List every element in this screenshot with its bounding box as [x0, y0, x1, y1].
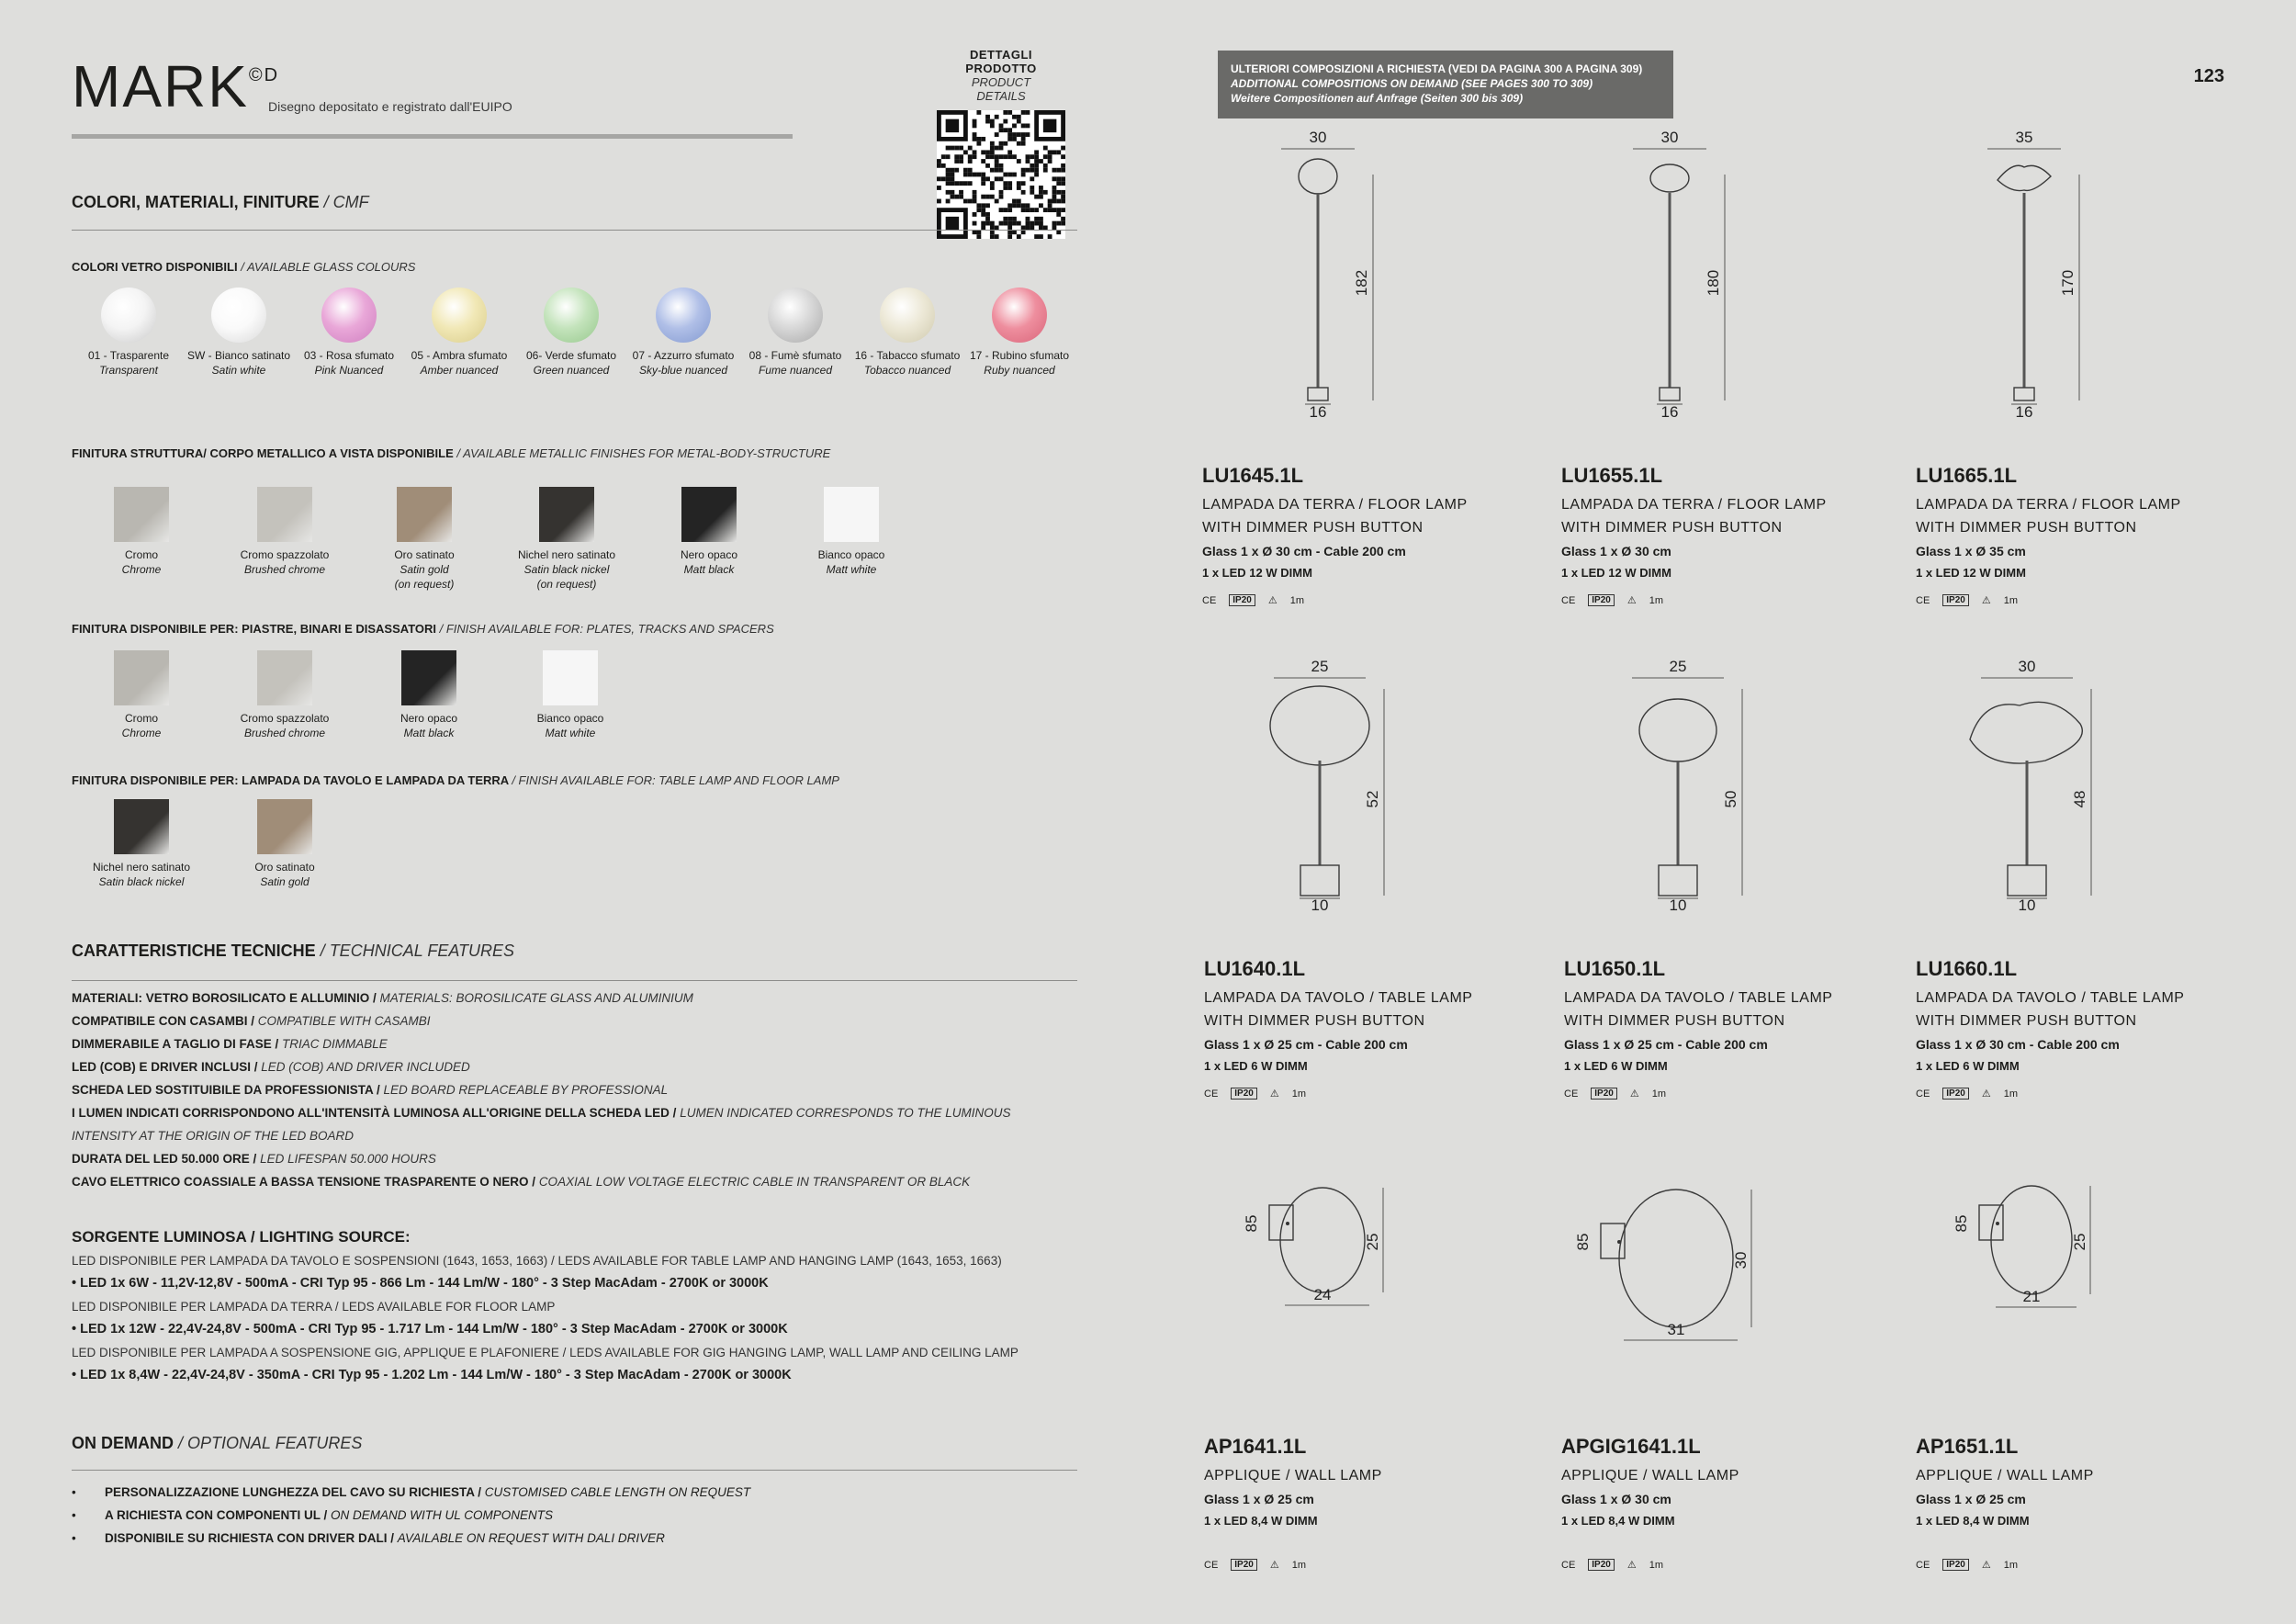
plates-finishes-title: FINITURA DISPONIBILE PER: PIASTRE, BINARI E DISASSATORI / FINISH AVAILABLE FOR: PLATES, TRACKS AND SPACERS: [72, 622, 774, 636]
glass-colour-item: [628, 288, 738, 378]
finish-label-en: Satin gold: [260, 875, 310, 888]
metal-finishes-title: FINITURA STRUTTURA/ CORPO METALLICO A VISTA DISPONIBILE / AVAILABLE METALLIC FINISHES FOR METAL-BODY-STRUCTURE: [72, 446, 831, 460]
qr-block[interactable]: [946, 48, 1056, 239]
glass-colour-item: [852, 288, 962, 378]
lamp-finishes-title: FINITURA DISPONIBILE PER: LAMPADA DA TAVOLO E LAMPADA DA TERRA / FINISH AVAILABLE FOR: TABLE LAMP AND FLOOR LAMP: [72, 773, 839, 787]
tech-feature-it: COMPATIBILE CON CASAMBI /: [72, 1014, 254, 1028]
product-code: LU1660.1L: [1916, 957, 2018, 980]
product-type-detail: WITH DIMMER PUSH BUTTON: [1202, 520, 1424, 536]
glass-colour-item: [294, 288, 404, 378]
finish-swatch: [114, 487, 169, 542]
lamp-base: [1659, 865, 1697, 896]
cable-length-icon: 1m: [1291, 1559, 1307, 1571]
glass-colour-label-en: Amber nuanced: [420, 364, 499, 377]
tech-feature-en: LUMEN INDICATED CORRESPONDS TO THE LUMINOUS: [680, 1106, 1011, 1120]
dimension-label: 25: [1364, 1233, 1381, 1251]
product-card[interactable]: [1204, 1435, 1535, 1571]
lamp-base: [2008, 865, 2046, 896]
brand-divider: [72, 134, 793, 139]
product-card[interactable]: [1561, 464, 1892, 606]
ondemand-item: [72, 1481, 1082, 1504]
finish-swatch: [824, 487, 879, 542]
product-spec: Glass 1 x Ø 25 cm: [1916, 1492, 2026, 1506]
finish-note: (on request): [536, 578, 597, 591]
divider: [72, 1470, 1077, 1471]
dimension-label: 48: [2071, 790, 2088, 808]
finish-swatch-item: [220, 799, 349, 889]
tech-feature-en: LED (COB) AND DRIVER INCLUDED: [261, 1060, 470, 1074]
finish-label: Oro satinato: [394, 548, 455, 561]
product-card[interactable]: [1202, 464, 1533, 606]
product-code: LU1665.1L: [1916, 464, 2018, 487]
glass-shade: [1299, 159, 1337, 194]
finish-note: (on request): [394, 578, 455, 591]
finish-label: Nichel nero satinato: [92, 861, 191, 874]
finish-label: Bianco opaco: [536, 712, 604, 725]
ip20-icon: IP20: [1942, 1088, 1969, 1100]
dimension-label: 180: [1705, 269, 1722, 297]
finish-label-en: Chrome: [121, 727, 162, 739]
finish-label-en: Satin black nickel: [523, 563, 610, 576]
product-spec: Glass 1 x Ø 25 cm - Cable 200 cm: [1564, 1037, 1768, 1052]
cert-icons: [1561, 594, 1892, 606]
dimension-label: 16: [1660, 403, 1679, 421]
qr-subtitle: PRODUCT DETAILS: [971, 75, 1031, 103]
ondemand-item-en: ON DEMAND WITH UL COMPONENTS: [331, 1508, 554, 1522]
product-card[interactable]: [1564, 957, 1895, 1100]
dimension-label: 85: [1574, 1233, 1592, 1251]
glass-colour-item: [740, 288, 850, 378]
glass-orb-icon: [544, 288, 599, 343]
product-led: 1 x LED 8,4 W DIMM: [1561, 1514, 1675, 1528]
lighting-source-list: [72, 1249, 1174, 1387]
product-code: LU1640.1L: [1204, 957, 1306, 980]
tech-title: CARATTERISTICHE TECNICHE / TECHNICAL FEATURES: [72, 942, 515, 960]
product-type: LAMPADA DA TERRA / FLOOR LAMP: [1916, 497, 2181, 513]
product-led: 1 x LED 6 W DIMM: [1564, 1059, 1668, 1073]
finish-swatch: [401, 650, 456, 705]
finish-label: Cromo: [124, 712, 158, 725]
finish-label: Oro satinato: [254, 861, 315, 874]
tech-feature-en: COMPATIBLE WITH CASAMBI: [257, 1014, 431, 1028]
dimension-label: 25: [2071, 1233, 2088, 1251]
ondemand-item: [72, 1527, 1082, 1550]
finish-label-en: Brushed chrome: [243, 727, 326, 739]
ip20-icon: IP20: [1588, 594, 1615, 606]
product-code: AP1651.1L: [1916, 1435, 2019, 1458]
finish-swatch-item: [365, 650, 493, 740]
product-type: LAMPADA DA TAVOLO / TABLE LAMP: [1564, 990, 1833, 1006]
product-spec: Glass 1 x Ø 30 cm: [1561, 544, 1671, 558]
finish-swatch: [257, 799, 312, 854]
finish-label-en: Matt white: [545, 727, 596, 739]
divider: [72, 980, 1077, 981]
finish-swatch-item: [220, 487, 349, 577]
product-type-detail: WITH DIMMER PUSH BUTTON: [1564, 1013, 1785, 1029]
tech-feature-it: MATERIALI: VETRO BOROSILICATO E ALLUMINIO /: [72, 991, 377, 1005]
finish-swatch: [681, 487, 737, 542]
ondemand-item-it: A RICHIESTA CON COMPONENTI UL /: [105, 1508, 328, 1522]
product-type-detail: WITH DIMMER PUSH BUTTON: [1561, 520, 1783, 536]
glass-orb-icon: [656, 288, 711, 343]
glass-colour-item: [516, 288, 626, 378]
ip20-icon: IP20: [1591, 1088, 1617, 1100]
ondemand-item-it: PERSONALIZZAZIONE LUNGHEZZA DEL CAVO SU RICHIESTA /: [105, 1485, 482, 1499]
glass-colour-label: 07 - Azzurro sfumato: [632, 349, 735, 362]
ip20-icon: IP20: [1942, 1559, 1969, 1571]
glass-orb-icon: [432, 288, 487, 343]
warning-icon: ⚠: [1981, 595, 1991, 606]
finish-swatch: [539, 487, 594, 542]
banner-line-it: ULTERIORI COMPOSIZIONI A RICHIESTA (VEDI DA PAGINA 300 A PAGINA 309): [1231, 62, 1643, 75]
dimension-label: 85: [1243, 1214, 1260, 1233]
tech-feature-it: LED (COB) E DRIVER INCLUSI /: [72, 1060, 258, 1074]
glass-colour-label-en: Transparent: [99, 364, 158, 377]
product-code: APGIG1641.1L: [1561, 1435, 1701, 1458]
glass-colour-label: 08 - Fumè sfumato: [748, 349, 842, 362]
brand-mark: ©D: [248, 65, 280, 85]
ondemand-title: ON DEMAND / OPTIONAL FEATURES: [72, 1434, 363, 1452]
finish-swatch-item: [77, 650, 206, 740]
cable-length-icon: 1m: [1649, 594, 1664, 606]
brand-title: $MARK^{©D}$: [72, 53, 280, 119]
product-spec: Glass 1 x Ø 30 cm - Cable 200 cm: [1202, 544, 1406, 558]
banner-line-en: ADDITIONAL COMPOSITIONS ON DEMAND (SEE PAGES 300 TO 309): [1231, 77, 1593, 90]
page-number: 123: [2193, 66, 2224, 86]
finish-swatch-item: [77, 799, 206, 889]
glass-colour-item: [73, 288, 184, 378]
tech-feature-en: MATERIALS: BOROSILICATE GLASS AND ALUMINIUM: [379, 991, 693, 1005]
finish-label-en: Satin gold: [400, 563, 449, 576]
glass-colour-label: 05 - Ambra sfumato: [411, 349, 508, 362]
warning-icon: ⚠: [1981, 1560, 1991, 1571]
product-led: 1 x LED 6 W DIMM: [1916, 1059, 2020, 1073]
product-type-detail: WITH DIMMER PUSH BUTTON: [1916, 1013, 2137, 1029]
tech-feature-it: DURATA DEL LED 50.000 ORE /: [72, 1152, 257, 1166]
cable-length-icon: 1m: [2003, 594, 2019, 606]
finish-swatch: [257, 650, 312, 705]
lighting-source-line: LED DISPONIBILE PER LAMPADA A SOSPENSIONE GIG, APPLIQUE E PLAFONIERE / LEDS AVAILABLE FOR GIG HANGING LAMP, WALL LAMP AND CEILING LAMP: [72, 1346, 1019, 1359]
product-type-detail: WITH DIMMER PUSH BUTTON: [1916, 520, 2137, 536]
warning-icon: ⚠: [1267, 595, 1277, 606]
tech-feature-en: LED BOARD REPLACEABLE BY PROFESSIONAL: [383, 1083, 669, 1097]
glass-orb-icon: [880, 288, 935, 343]
cable-length-icon: 1m: [2003, 1088, 2019, 1100]
ondemand-item-en: CUSTOMISED CABLE LENGTH ON REQUEST: [484, 1485, 751, 1499]
tech-feature-it: DIMMERABILE A TAGLIO DI FASE /: [72, 1037, 279, 1051]
ondemand-list: [72, 1481, 1082, 1550]
warning-icon: ⚠: [1629, 1088, 1639, 1100]
finish-swatch: [114, 650, 169, 705]
dimension-label: 85: [1953, 1214, 1970, 1233]
product-card[interactable]: [1916, 464, 2246, 606]
product-card[interactable]: [1561, 1435, 1892, 1571]
product-spec: Glass 1 x Ø 25 cm - Cable 200 cm: [1204, 1037, 1408, 1052]
cert-icons: [1916, 594, 2246, 606]
qr-title: DETTAGLI PRODOTTO: [965, 48, 1037, 75]
finish-label: Nero opaco: [400, 712, 458, 725]
ce-mark-icon: CE: [1916, 1088, 1930, 1100]
cert-icons: [1564, 1088, 1895, 1100]
product-type: LAMPADA DA TERRA / FLOOR LAMP: [1561, 497, 1827, 513]
dimension-label: 10: [1311, 897, 1329, 914]
bullet-icon: •: [72, 1531, 76, 1545]
product-type: LAMPADA DA TAVOLO / TABLE LAMP: [1916, 990, 2185, 1006]
product-code: LU1645.1L: [1202, 464, 1304, 487]
finish-label: Cromo spazzolato: [240, 712, 330, 725]
dimension-label: 16: [2015, 403, 2033, 421]
cert-icons: [1204, 1559, 1535, 1571]
dimension-label: 24: [1313, 1286, 1332, 1303]
tech-feature-line: [72, 1009, 1082, 1032]
technical-drawings: [1194, 129, 2250, 1396]
ce-mark-icon: CE: [1916, 1559, 1930, 1571]
ce-mark-icon: CE: [1564, 1088, 1579, 1100]
cert-icons: [1916, 1088, 2246, 1100]
product-spec: Glass 1 x Ø 30 cm - Cable 200 cm: [1916, 1037, 2120, 1052]
finish-swatch: [257, 487, 312, 542]
finish-swatch-item: [77, 487, 206, 577]
dimension-label: 30: [1309, 129, 1327, 146]
glass-orb-icon: [321, 288, 377, 343]
dimension-label: 52: [1364, 790, 1381, 808]
dimension-label: 10: [1669, 897, 1687, 914]
finish-swatch: [543, 650, 598, 705]
lamp-base: [2014, 388, 2034, 400]
lamp-base: [1300, 865, 1339, 896]
tech-feature-it: I LUMEN INDICATI CORRISPONDONO ALL'INTENSITÀ LUMINOSA ALL'ORIGINE DELLA SCHEDA LED /: [72, 1106, 677, 1120]
cert-icons: [1202, 594, 1533, 606]
ce-mark-icon: CE: [1202, 594, 1217, 606]
tech-feature-line: [72, 1170, 1082, 1193]
dimension-label: 182: [1353, 269, 1370, 297]
glass-colour-label: 03 - Rosa sfumato: [303, 349, 395, 362]
dimension-label: 170: [2059, 269, 2077, 297]
product-card[interactable]: [1204, 957, 1535, 1100]
product-spec: Glass 1 x Ø 35 cm: [1916, 544, 2026, 558]
glass-shade: [1650, 164, 1689, 192]
cert-icons: [1561, 1559, 1892, 1571]
ce-mark-icon: CE: [1204, 1088, 1219, 1100]
wall-plate: [1269, 1205, 1293, 1240]
warning-icon: ⚠: [1269, 1088, 1279, 1100]
dimension-label: 30: [1732, 1251, 1750, 1269]
finish-swatch: [397, 487, 452, 542]
cable-length-icon: 1m: [1649, 1559, 1664, 1571]
glass-orb-icon: [768, 288, 823, 343]
glass-colour-label: 17 - Rubino sfumato: [969, 349, 1070, 362]
dimension-label: 16: [1309, 403, 1327, 421]
glass-shade: [1639, 699, 1716, 761]
finish-label-en: Matt black: [403, 727, 455, 739]
glass-shade: [1970, 702, 2082, 763]
glass-colour-item: [964, 288, 1075, 378]
tech-feature-line: [72, 1147, 1082, 1170]
glass-colour-label-en: Satin white: [211, 364, 266, 377]
ip20-icon: IP20: [1942, 594, 1969, 606]
product-code: AP1641.1L: [1204, 1435, 1307, 1458]
glass-colour-label: 01 - Trasparente: [87, 349, 170, 362]
dimension-label: 35: [2015, 129, 2033, 146]
source-title: SORGENTE LUMINOSA / LIGHTING SOURCE:: [72, 1228, 411, 1246]
finish-swatch-item: [787, 487, 916, 577]
product-type-detail: WITH DIMMER PUSH BUTTON: [1204, 1013, 1425, 1029]
product-type: APPLIQUE / WALL LAMP: [1561, 1468, 1739, 1483]
product-spec: Glass 1 x Ø 30 cm: [1561, 1492, 1671, 1506]
finish-label-en: Chrome: [121, 563, 162, 576]
tech-feature-line: [72, 1101, 1082, 1124]
glass-colour-item: [184, 288, 294, 378]
lighting-source-line: • LED 1x 12W - 22,4V-24,8V - 500mA - CRI Typ 95 - 1.717 Lm - 144 Lm/W - 180° - 3 Step MacAdam - 2700K or 3000K: [72, 1322, 788, 1336]
ip20-icon: IP20: [1229, 594, 1255, 606]
tech-feature-line: [72, 1124, 1082, 1147]
finish-swatch-item: [506, 650, 635, 740]
tech-feature-it: CAVO ELETTRICO COASSIALE A BASSA TENSIONE TRASPARENTE O NERO /: [72, 1175, 536, 1189]
finish-label: Nichel nero satinato: [517, 548, 616, 561]
tech-feature-line: [72, 1078, 1082, 1101]
glass-colour-label-en: Sky-blue nuanced: [638, 364, 728, 377]
glass-colour-label-en: Pink Nuanced: [314, 364, 384, 377]
ondemand-item-en: AVAILABLE ON REQUEST WITH DALI DRIVER: [397, 1531, 665, 1545]
cable-length-icon: 1m: [1651, 1088, 1667, 1100]
dimension-label: 21: [2022, 1288, 2041, 1305]
product-type: APPLIQUE / WALL LAMP: [1204, 1468, 1382, 1483]
finish-swatch-item: [220, 650, 349, 740]
tech-feature-en: TRIAC DIMMABLE: [282, 1037, 388, 1051]
dimension-label: 30: [1660, 129, 1679, 146]
product-code: LU1655.1L: [1561, 464, 1663, 487]
glass-colour-label: 06- Verde sfumato: [525, 349, 617, 362]
warning-icon: ⚠: [1626, 1560, 1637, 1571]
glass-colour-label-en: Ruby nuanced: [984, 364, 1055, 377]
ondemand-item-it: DISPONIBILE SU RICHIESTA CON DRIVER DALI /: [105, 1531, 395, 1545]
cmf-title: COLORI, MATERIALI, FINITURE / CMF: [72, 193, 369, 211]
product-type: LAMPADA DA TERRA / FLOOR LAMP: [1202, 497, 1468, 513]
product-code: LU1650.1L: [1564, 957, 1666, 980]
glass-shade: [1619, 1190, 1733, 1327]
cable-length-icon: 1m: [1291, 1088, 1307, 1100]
cert-icons: [1204, 1088, 1535, 1100]
glass-orb-icon: [101, 288, 156, 343]
dimension-label: 25: [1311, 658, 1329, 675]
ce-mark-icon: CE: [1204, 1559, 1219, 1571]
banner-line-de: Weitere Compositionen auf Anfrage (Seiten 300 bis 309): [1231, 92, 1524, 105]
finish-label-en: Brushed chrome: [243, 563, 326, 576]
glass-colour-label: 16 - Tabacco sfumato: [854, 349, 961, 362]
warning-icon: ⚠: [1269, 1560, 1279, 1571]
product-led: 1 x LED 8,4 W DIMM: [1204, 1514, 1318, 1528]
lighting-source-line: • LED 1x 6W - 11,2V-12,8V - 500mA - CRI Typ 95 - 866 Lm - 144 Lm/W - 180° - 3 Step MacAdam - 2700K or 3000K: [72, 1276, 769, 1291]
product-card[interactable]: [1916, 957, 2246, 1100]
lamp-base: [1308, 388, 1328, 400]
ce-mark-icon: CE: [1916, 594, 1930, 606]
tech-feature-en: LED LIFESPAN 50.000 HOURS: [260, 1152, 436, 1166]
screw-icon: [1996, 1222, 1999, 1225]
tech-feature-it: SCHEDA LED SOSTITUIBILE DA PROFESSIONISTA /: [72, 1083, 380, 1097]
glass-colour-item: [404, 288, 514, 378]
glass-colour-label: SW - Bianco satinato: [186, 349, 291, 362]
lighting-source-line: LED DISPONIBILE PER LAMPADA DA TERRA / LEDS AVAILABLE FOR FLOOR LAMP: [72, 1300, 556, 1314]
ip20-icon: IP20: [1231, 1559, 1257, 1571]
glass-shade: [1270, 686, 1369, 765]
ce-mark-icon: CE: [1561, 594, 1576, 606]
dimension-label: 31: [1667, 1321, 1685, 1338]
screw-icon: [1286, 1222, 1289, 1225]
finish-label: Cromo spazzolato: [240, 548, 330, 561]
glass-orb-icon: [211, 288, 266, 343]
glass-colour-label-en: Tobacco nuanced: [863, 364, 951, 377]
warning-icon: ⚠: [1981, 1088, 1991, 1100]
finish-label: Nero opaco: [680, 548, 738, 561]
dimension-label: 10: [2018, 897, 2036, 914]
ondemand-item: [72, 1504, 1082, 1527]
qr-code-icon[interactable]: [937, 110, 1065, 239]
glass-colour-label-en: Green nuanced: [533, 364, 610, 377]
dimension-label: 50: [1722, 790, 1739, 808]
product-type: LAMPADA DA TAVOLO / TABLE LAMP: [1204, 990, 1473, 1006]
product-led: 1 x LED 8,4 W DIMM: [1916, 1514, 2030, 1528]
tech-feature-line: [72, 1032, 1082, 1055]
product-spec: Glass 1 x Ø 25 cm: [1204, 1492, 1314, 1506]
product-led: 1 x LED 6 W DIMM: [1204, 1059, 1308, 1073]
finish-swatch-item: [502, 487, 631, 592]
bullet-icon: •: [72, 1485, 76, 1499]
tech-feature-line: [72, 1055, 1082, 1078]
cert-icons: [1916, 1559, 2246, 1571]
finish-label-en: Matt white: [826, 563, 877, 576]
product-card[interactable]: [1916, 1435, 2246, 1571]
glass-colour-label-en: Fume nuanced: [758, 364, 833, 377]
product-led: 1 x LED 12 W DIMM: [1916, 566, 2026, 580]
tech-feature-en: COAXIAL LOW VOLTAGE ELECTRIC CABLE IN TRANSPARENT OR BLACK: [538, 1175, 971, 1189]
lighting-source-line: LED DISPONIBILE PER LAMPADA DA TAVOLO E SOSPENSIONI (1643, 1653, 1663) / LEDS AVAILABLE FOR TABLE LAMP AND HANGING LAMP (1643, 1653, 1663): [72, 1254, 1002, 1268]
compositions-banner[interactable]: [1218, 51, 1673, 118]
finish-label: Cromo: [124, 548, 158, 561]
dimension-label: 30: [2018, 658, 2036, 675]
lighting-source-line: • LED 1x 8,4W - 22,4V-24,8V - 350mA - CRI Typ 95 - 1.202 Lm - 144 Lm/W - 180° - 3 Step MacAdam - 2700K or 3000K: [72, 1368, 792, 1382]
finish-swatch-item: [360, 487, 489, 592]
cable-length-icon: 1m: [2003, 1559, 2019, 1571]
glass-colours-title: COLORI VETRO DISPONIBILI / AVAILABLE GLASS COLOURS: [72, 260, 416, 274]
bullet-icon: •: [72, 1508, 76, 1522]
glass-orb-icon: [992, 288, 1047, 343]
tech-feature-line: [72, 987, 1082, 1009]
finish-swatch: [114, 799, 169, 854]
finish-label-en: Matt black: [683, 563, 735, 576]
ip20-icon: IP20: [1588, 1559, 1615, 1571]
glass-shade: [1998, 165, 2051, 190]
warning-icon: ⚠: [1626, 595, 1637, 606]
tech-feature-en: INTENSITY AT THE ORIGIN OF THE LED BOARD: [72, 1129, 355, 1143]
finish-label: Bianco opaco: [817, 548, 885, 561]
divider: [72, 230, 1077, 231]
dimension-label: 25: [1669, 658, 1687, 675]
product-type: APPLIQUE / WALL LAMP: [1916, 1468, 2094, 1483]
ip20-icon: IP20: [1231, 1088, 1257, 1100]
finish-swatch-item: [645, 487, 773, 577]
finish-label-en: Satin black nickel: [98, 875, 185, 888]
lamp-base: [1660, 388, 1680, 400]
product-led: 1 x LED 12 W DIMM: [1202, 566, 1312, 580]
product-led: 1 x LED 12 W DIMM: [1561, 566, 1671, 580]
tech-features-list: [72, 987, 1082, 1193]
cable-length-icon: 1m: [1289, 594, 1305, 606]
brand-subtitle: Disegno depositato e registrato dall'EUIPO: [268, 99, 512, 114]
ce-mark-icon: CE: [1561, 1559, 1576, 1571]
